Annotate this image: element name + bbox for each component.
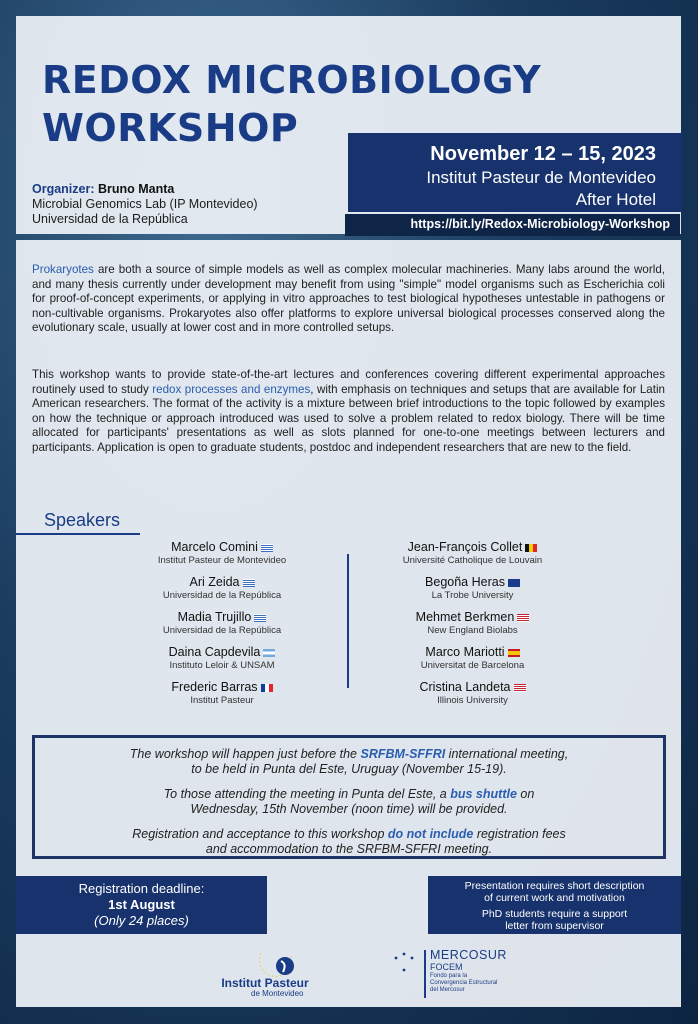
- intro-p2-text-a: This workshop wants to provide state-of-the-art lectures and conferences covering different experimental approaches routinely used to study: [32, 368, 665, 396]
- intro-p1-text: are both a source of simple models as well as complex molecular machineries. Many labs around the world, and many thesis currently under development may benefit from using "simple" model organisms such as Escherichia coli for proof-of-concept experiments, or applying in vitro approaches to test biological hypotheses untestable in pathogens or non-cultivable organisms. Prokaryotes also offer platforms to explore universal biological processes conserved along the evolutionary scale, usually at lower cost and in more controlled setups.: [32, 263, 665, 335]
- notice-highlight-meeting: SRFBM-SFFRI: [360, 747, 446, 761]
- registration-places: (Only 24 places): [94, 913, 189, 928]
- mercosur-focem-logo: [390, 950, 530, 1000]
- focem-name: FOCEM: [430, 962, 463, 972]
- speakers-right-column: [380, 540, 565, 715]
- notice-highlight-not-include: do not include: [387, 827, 474, 841]
- australia-flag-icon: [508, 579, 520, 587]
- uruguay-flag-icon: [254, 614, 266, 622]
- speaker-item: [140, 610, 304, 645]
- speaker-item: [140, 540, 304, 575]
- speaker-item: [380, 680, 565, 715]
- title-line-1: REDOX MICROBIOLOGY: [42, 58, 542, 102]
- speaker-affiliation: Institut Pasteur: [190, 695, 254, 706]
- pasteur-logo-subtext: de Montevideo: [251, 989, 304, 998]
- intro-paragraph-1: [32, 263, 665, 336]
- speaker-affiliation: La Trobe University: [431, 590, 514, 601]
- highlight-redox: redox processes and enzymes: [152, 382, 311, 396]
- speaker-item: [380, 540, 565, 575]
- registration-label: Registration deadline:: [78, 881, 205, 896]
- requirements-box: [428, 876, 681, 934]
- venue-line-1: Institut Pasteur de Montevideo: [426, 168, 656, 187]
- speaker-affiliation: Illinois University: [437, 695, 508, 706]
- france-flag-icon: [261, 684, 273, 692]
- speaker-name: Ari Zeida: [189, 575, 240, 589]
- requirement-presentation: Presentation requires short description of current work and motivation: [464, 880, 645, 904]
- title-line-2: WORKSHOP: [42, 106, 299, 150]
- organizer-affiliation-2: Universidad de la República: [32, 212, 188, 226]
- pasteur-logo-text: Institut Pasteur: [221, 976, 309, 990]
- speaker-item: [140, 575, 304, 610]
- speaker-affiliation: Universidad de la República: [162, 625, 282, 636]
- highlight-prokaryotes: Prokaryotes: [32, 263, 94, 276]
- organizer-label: Organizer:: [32, 182, 95, 196]
- speaker-affiliation: Instituto Leloir & UNSAM: [169, 660, 275, 671]
- speaker-item: [140, 680, 304, 715]
- venue-line-2: After Hotel: [575, 190, 656, 209]
- notice-2: To those attending the meeting in Punta del Este, a bus shuttle on Wednesday, 15th November (noon time) will be provided.: [163, 787, 535, 816]
- registration-date: 1st August: [108, 897, 175, 912]
- speaker-name: Madia Trujillo: [177, 610, 252, 624]
- speaker-name: Begoña Heras: [425, 575, 505, 589]
- organizer-name: Bruno Manta: [98, 182, 175, 196]
- date-venue-box: [348, 133, 682, 212]
- speaker-item: [380, 645, 565, 680]
- speaker-affiliation: Universidad de la República: [162, 590, 282, 601]
- speaker-name: Marcelo Comini: [171, 540, 258, 554]
- uruguay-flag-icon: [261, 544, 273, 552]
- speaker-item: [380, 575, 565, 610]
- workshop-link[interactable]: https://bit.ly/Redox-Microbiology-Workshop: [345, 214, 680, 236]
- speaker-affiliation: Universitat de Barcelona: [420, 660, 525, 671]
- mercosur-stars-icon: [390, 950, 420, 980]
- speaker-affiliation: Institut Pasteur de Montevideo: [157, 555, 287, 566]
- usa-flag-icon: [514, 684, 526, 692]
- belgium-flag-icon: [525, 544, 537, 552]
- speakers-left-column: [140, 540, 304, 715]
- speaker-affiliation: New England Biolabs: [427, 625, 518, 636]
- speaker-name: Jean-François Collet: [407, 540, 523, 554]
- uruguay-flag-icon: [243, 579, 255, 587]
- organizer-block: [32, 182, 258, 227]
- logo-divider: [424, 950, 426, 998]
- notice-1: The workshop will happen just before the SRFBM-SFFRI international meeting, to be held in Punta del Este, Uruguay (November 15-19).: [129, 747, 569, 776]
- speaker-name: Mehmet Berkmen: [415, 610, 515, 624]
- speaker-name: Frederic Barras: [171, 680, 258, 694]
- speakers-heading: Speakers: [16, 510, 140, 535]
- notice-box: [32, 735, 666, 859]
- speaker-affiliation: Université Catholique de Louvain: [402, 555, 543, 566]
- registration-deadline-box: [16, 876, 267, 934]
- notice-3: Registration and acceptance to this workshop do not include registration fees and accommodation to the SRFBM-SFFRI meeting.: [132, 827, 566, 856]
- usa-flag-icon: [517, 614, 529, 622]
- speaker-item: [140, 645, 304, 680]
- intro-paragraph-2: [32, 368, 665, 456]
- mercosur-name: MERCOSUR: [430, 948, 507, 962]
- requirement-support-letter: PhD students require a support letter from supervisor: [481, 908, 628, 932]
- intro-p2-text-b: , with emphasis on techniques and setups that are available for Latin American researchers. The format of the activity is a mixture between brief introductions to the topic followed by examples on how the technique or approach introduced was used to solve a problem related to redox biology. There will be time allocated for participants' presentations as well as slots planned for one-to-one meetings between lecturers and participants. Application is open to graduate students, postdoc and independent researchers that are new to the field.: [32, 382, 665, 454]
- speaker-name: Cristina Landeta: [419, 680, 511, 694]
- event-dates: November 12 – 15, 2023: [430, 143, 656, 165]
- argentina-flag-icon: [263, 649, 275, 657]
- speaker-name: Daina Capdevila: [168, 645, 261, 659]
- institut-pasteur-logo: [205, 948, 335, 998]
- speaker-name: Marco Mariotti: [425, 645, 505, 659]
- spain-flag-icon: [508, 649, 520, 657]
- speakers-divider: [347, 554, 349, 688]
- organizer-affiliation-1: Microbial Genomics Lab (IP Montevideo): [32, 197, 258, 211]
- focem-description: Fondo para la Convergencia Estructural del Mercosur: [430, 973, 498, 993]
- notice-highlight-shuttle: bus shuttle: [450, 787, 517, 801]
- speaker-item: [380, 610, 565, 645]
